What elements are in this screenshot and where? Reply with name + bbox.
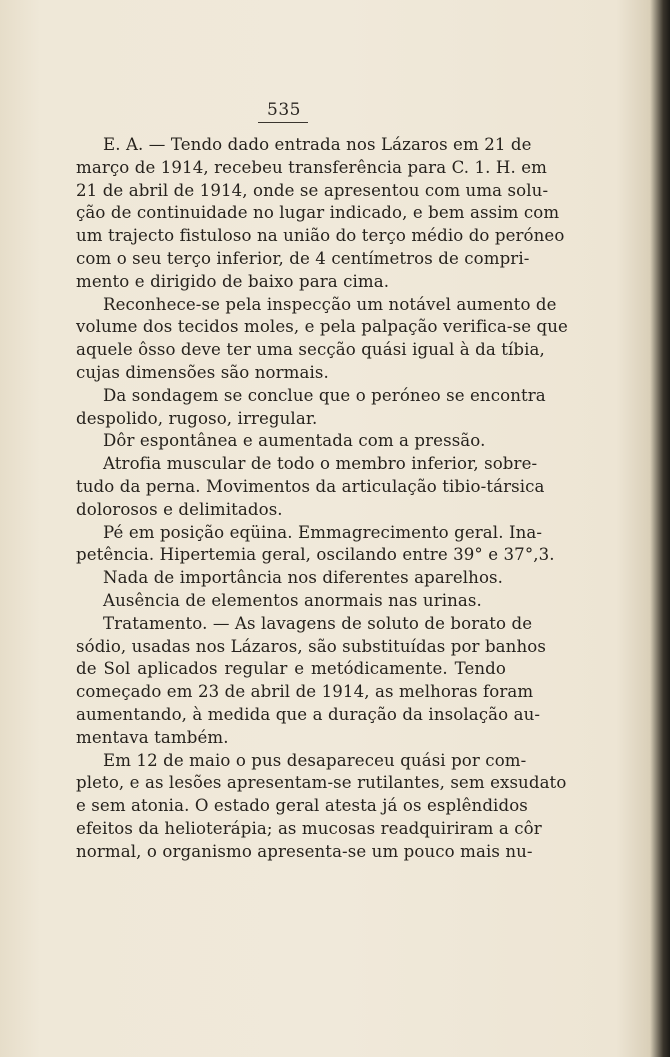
text-line: Ausência de elementos anormais nas urinas. bbox=[103, 590, 482, 610]
page-number: 535 bbox=[267, 100, 301, 120]
text-line: Pé em posição eqüina. Emmagrecimento geral. Ina- bbox=[103, 522, 543, 542]
text-line: março de 1914, recebeu transferência para C. 1. H. em bbox=[76, 157, 548, 177]
text-line: cujas dimensões são normais. bbox=[76, 362, 329, 382]
text-line: dolorosos e delimitados. bbox=[76, 499, 283, 519]
text-line: pleto, e as lesões apresentam-se rutilantes, sem exsudato bbox=[76, 773, 567, 793]
text-line: aumentando, à medida que a duração da insolação au- bbox=[76, 704, 541, 724]
text-line: aquele ôsso deve ter uma secção quási igual à da tíbia, bbox=[76, 340, 545, 360]
text-line: Dôr espontânea e aumentada com a pressão. bbox=[103, 431, 486, 451]
text-line: sódio, usadas nos Lázaros, são substituídas por banhos bbox=[76, 636, 546, 656]
text-line: mento e dirigido de baixo para cima. bbox=[76, 271, 390, 291]
text-line: com o seu terço inferior, de 4 centímetros de compri- bbox=[76, 248, 530, 268]
text-line: e sem atonia. O estado geral atesta já os esplêndidos bbox=[76, 796, 528, 816]
text-line: um trajecto fistuloso na união do terço médio do peróneo bbox=[76, 226, 565, 246]
text-line: Da sondagem se conclue que o peróneo se encontra bbox=[103, 385, 546, 405]
text-line: normal, o organismo apresenta-se um pouco mais nu- bbox=[76, 841, 533, 861]
text-line: E. A. — Tendo dado entrada nos Lázaros em 21 de bbox=[103, 135, 532, 154]
text-line: Reconhece-se pela inspecção um notável aumento de bbox=[103, 294, 557, 314]
text-line: efeitos da helioterápia; as mucosas readquiriram a côr bbox=[76, 818, 542, 838]
text-line: Atrofia muscular de todo o membro inferior, sobre- bbox=[103, 454, 538, 474]
text-line: petência. Hipertemia geral, oscilando entre 39° e 37°,3. bbox=[76, 545, 555, 565]
text-line: ção de continuidade no lugar indicado, e bem assim com bbox=[76, 203, 560, 223]
text-line: Tratamento. — As lavagens de soluto de borato de bbox=[103, 613, 533, 633]
text-line: despolido, rugoso, irregular. bbox=[76, 408, 318, 428]
page-number-rule bbox=[258, 122, 308, 123]
text-line: 21 de abril de 1914, onde se apresentou com uma solu- bbox=[76, 180, 549, 200]
text-line: Nada de importância nos diferentes aparelhos. bbox=[103, 568, 504, 588]
text-line: volume dos tecidos moles, e pela palpação verifica-se que bbox=[76, 317, 568, 337]
text-line: de Sol aplicados regular e metódicamente. Tendo bbox=[76, 659, 506, 679]
text-line: tudo da perna. Movimentos da articulação tibio-társica bbox=[76, 476, 545, 496]
text-line: Em 12 de maio o pus desapareceu quási por com- bbox=[103, 750, 527, 770]
body-text bbox=[76, 134, 568, 864]
text-line: mentava também. bbox=[76, 727, 229, 747]
text-line: começado em 23 de abril de 1914, as melhoras foram bbox=[76, 682, 534, 702]
